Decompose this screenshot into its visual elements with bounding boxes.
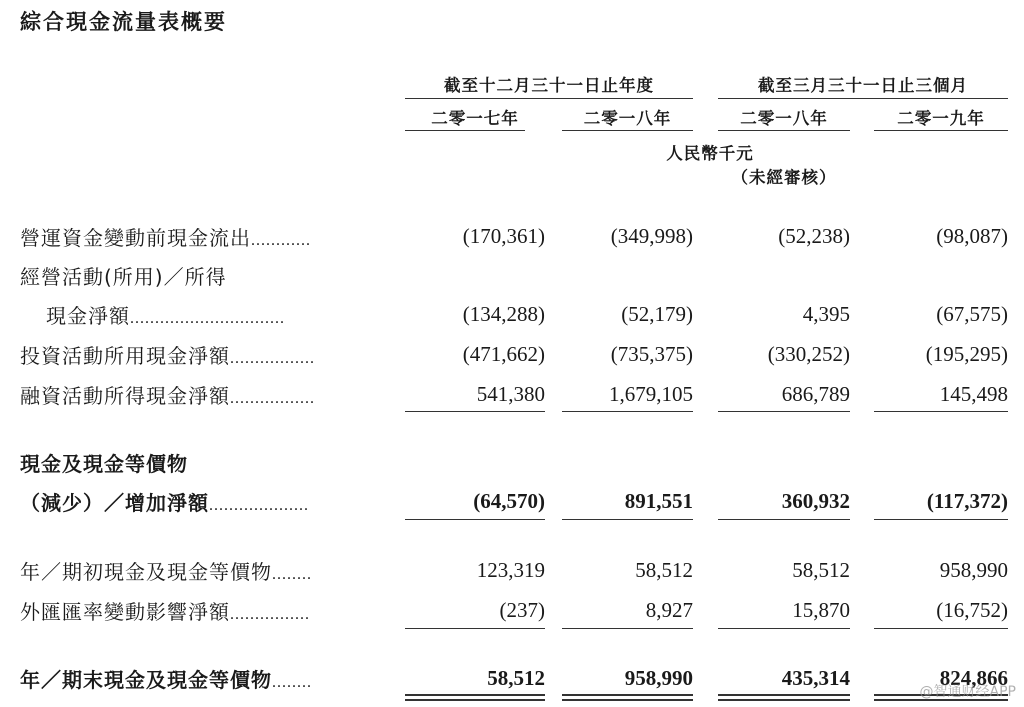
header-q1-2018: 二零一八年 <box>740 109 828 128</box>
subtotal-rule <box>874 519 1008 520</box>
page-title: 綜合現金流量表概要 <box>20 10 227 34</box>
total-double-rule <box>405 694 545 701</box>
subtotal-rule <box>562 519 693 520</box>
subtotal-rule <box>874 411 1008 412</box>
watermark: @智通财经APP <box>919 684 1016 700</box>
cell-value: (16,752) <box>936 598 1008 622</box>
cell-value: 891,551 <box>624 489 693 513</box>
cell-value: 58,512 <box>792 558 850 582</box>
cell-value: 8,927 <box>645 598 693 622</box>
cell-value: (330,252) <box>767 342 850 366</box>
subtotal-rule <box>874 628 1008 629</box>
header-year-2018: 二零一八年 <box>583 109 672 128</box>
cell-value: (237) <box>499 598 545 622</box>
cell-value: (134,288) <box>462 302 545 326</box>
cell-value: 958,990 <box>624 666 693 690</box>
cell-value: 58,512 <box>487 666 545 690</box>
header-year-2017: 二零一七年 <box>431 109 519 128</box>
unaudited-note: （未經審核） <box>731 168 837 187</box>
header-rule <box>718 98 1008 99</box>
subtotal-rule <box>405 411 545 412</box>
row-label-continued: 現金淨額............................... <box>46 304 285 328</box>
cell-value: (52,238) <box>778 224 850 248</box>
cell-value: (117,372) <box>926 489 1008 513</box>
column-rule <box>405 130 525 131</box>
cell-value: 123,319 <box>476 558 545 582</box>
subtotal-rule <box>562 411 693 412</box>
cell-value: 435,314 <box>781 666 850 690</box>
total-double-rule <box>718 694 850 701</box>
cell-value: 58,512 <box>635 558 693 582</box>
row-label: 年／期初現金及現金等價物........ <box>20 560 312 584</box>
subtotal-rule <box>562 628 693 629</box>
cell-value: (471,662) <box>462 342 545 366</box>
cell-value: 4,395 <box>802 302 850 326</box>
column-rule <box>718 130 850 131</box>
column-rule <box>874 130 1008 131</box>
row-label: 經營活動(所用)／所得 <box>20 265 227 289</box>
cell-value: (735,375) <box>610 342 693 366</box>
column-rule <box>562 130 693 131</box>
cell-value: (349,998) <box>610 224 693 248</box>
cell-value: (170,361) <box>462 224 545 248</box>
subtotal-rule <box>718 519 850 520</box>
subtotal-rule <box>405 519 545 520</box>
cell-value: (98,087) <box>936 224 1008 248</box>
header-rule <box>405 98 693 99</box>
cell-value: 15,870 <box>792 598 850 622</box>
subtotal-rule <box>405 628 545 629</box>
header-q1-2019: 二零一九年 <box>897 109 985 128</box>
cell-value: (64,570) <box>473 489 545 513</box>
cell-value: (195,295) <box>925 342 1008 366</box>
cell-value: 958,990 <box>939 558 1008 582</box>
cell-value: (52,179) <box>621 302 693 326</box>
row-label-continued: （減少）／增加淨額.................... <box>20 491 309 515</box>
row-label: 投資活動所用現金淨額................. <box>20 344 315 368</box>
header-quarter-group: 截至三月三十一日止三個月 <box>758 76 968 95</box>
total-double-rule <box>562 694 693 701</box>
row-label: 營運資金變動前現金流出............ <box>20 226 311 250</box>
row-label: 外匯匯率變動影響淨額................ <box>20 600 310 624</box>
cell-value: 541,380 <box>476 382 545 406</box>
cell-value: 145,498 <box>939 382 1008 406</box>
subtotal-rule <box>718 628 850 629</box>
cell-value: 686,789 <box>781 382 850 406</box>
currency-unit: 人民幣千元 <box>666 144 754 163</box>
row-label: 現金及現金等價物 <box>20 452 188 476</box>
cell-value: 1,679,105 <box>609 382 693 406</box>
cell-value: 360,932 <box>781 489 850 513</box>
subtotal-rule <box>718 411 850 412</box>
row-label: 融資活動所得現金淨額................. <box>20 384 315 408</box>
cell-value: (67,575) <box>936 302 1008 326</box>
header-year-group: 截至十二月三十一日止年度 <box>444 76 654 95</box>
row-label: 年／期末現金及現金等價物........ <box>20 668 312 692</box>
cell-value: 824,866 <box>939 666 1008 690</box>
